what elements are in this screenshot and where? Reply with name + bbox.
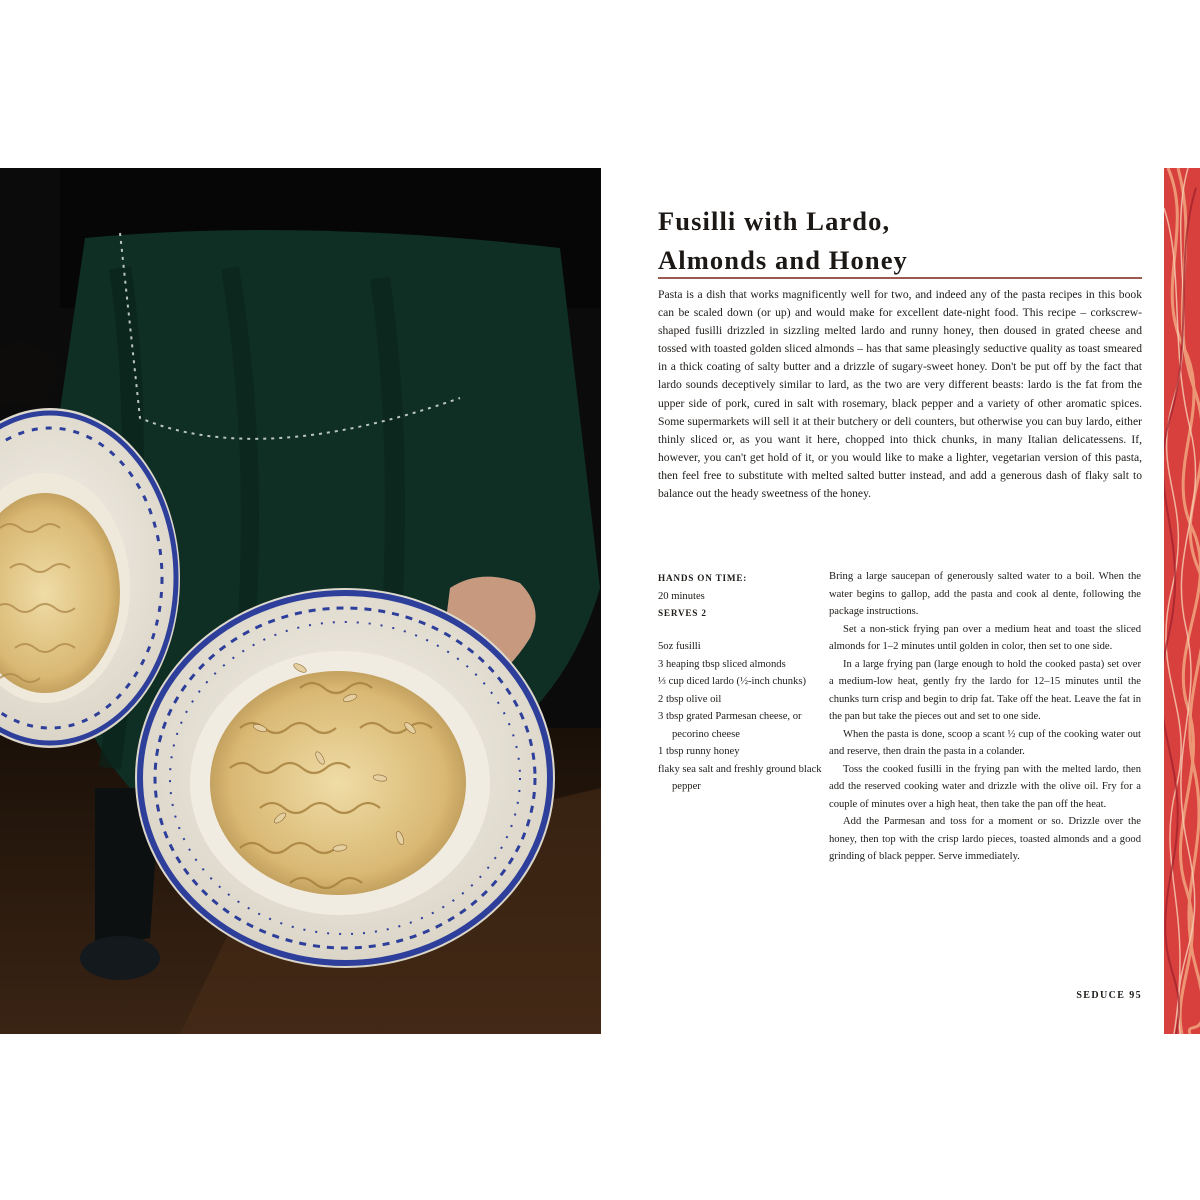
method-step: In a large frying pan (large enough to hold the cooked pasta) set over a medium-low heat, gently fry the lardo for 12–15 minutes until the chunks turn crisp and begin to drip fat. Take off the heat. Leave the fat in the pan but take the pieces out and set to one side.	[829, 658, 1141, 722]
recipe-page	[601, 168, 1164, 1034]
ingredient-item: 3 tbsp grated Parmesan cheese, or pecorino cheese	[658, 711, 802, 740]
recipe-photo	[0, 168, 601, 1034]
recipe-title-line-2: Almonds and Honey	[658, 245, 908, 275]
method-step: Bring a large saucepan of generously salted water to a boil. When the water begins to gallop, add the pasta and cook al dente, following the package instructions.	[829, 571, 1141, 617]
ingredient-item: 5oz fusilli	[658, 641, 701, 652]
hands-on-value: 20 minutes	[658, 590, 705, 602]
recipe-title	[658, 202, 1138, 280]
method-step: Set a non-stick frying pan over a medium heat and toast the sliced almonds for 1–2 minutes until golden in color, then set to one side.	[829, 623, 1141, 652]
method-step: When the pasta is done, scoop a scant ½ cup of the cooking water out and reserve, then drain the pasta in a colander.	[829, 728, 1141, 757]
method-steps	[829, 568, 1141, 866]
recipe-title-line-1: Fusilli with Lardo,	[658, 206, 891, 236]
page-folio: SEDUCE 95	[1076, 990, 1142, 1001]
method-step: Toss the cooked fusilli in the frying pan with the melted lardo, then add the reserved cooking water and drizzle with the olive oil. Fry for a couple of minutes over a high heat, then take the pan off the heat.	[829, 763, 1141, 810]
ingredient-item: ⅓ cup diced lardo (½-inch chunks)	[658, 676, 806, 687]
ingredient-item: 3 heaping tbsp sliced almonds	[658, 658, 786, 670]
recipe-intro: Pasta is a dish that works magnificently well for two, and indeed any of the pasta recipes in this book can be scaled down (or up) and would make for excellent date-night food. This recipe – corkscrew-shaped fusilli drizzled in sizzling melted lardo and runny honey, then doused in grated cheese and tossed with toasted golden sliced almonds – has that same pleasingly seductive quality as toast smeared in a thick coating of salty butter and a drizzle of sugary-sweet honey. Don't be put off by the fact that lardo sounds deceptively similar to lard, as the two are very different beasts: lardo is the fat from the upper side of pork, cured in salt with rosemary, black pepper and a variety of other aromatic spices. Some supermarkets will sell it at their butchery or deli counters, but otherwise you can buy lardo, either thinly sliced or, as you want it here, chopped into thick chunks, in many Italian delicatessens. If, however, you can't get hold of it, or you would like to make a lighter, vegetarian version of this pasta, then feel free to substitute with melted salted butter instead, and add a generous dash of flaky salt to balance out the heady sweetness of the honey.	[658, 288, 1142, 501]
ingredient-item: 1 tbsp runny honey	[658, 746, 740, 757]
hands-on-label: HANDS ON TIME:	[658, 573, 748, 583]
ingredient-item: 2 tbsp olive oil	[658, 693, 722, 705]
title-divider	[658, 277, 1142, 279]
ingredient-item: flaky sea salt and freshly ground black pepper	[658, 763, 822, 792]
marbled-page-edge	[1164, 168, 1200, 1034]
serves-label: SERVES 2	[658, 608, 707, 618]
ingredient-list	[658, 638, 828, 796]
method-step: Add the Parmesan and toss for a moment or so. Drizzle over the honey, then top with the crisp lardo pieces, toasted almonds and a good grinding of black pepper. Serve immediately.	[829, 816, 1141, 862]
recipe-meta	[658, 570, 828, 623]
